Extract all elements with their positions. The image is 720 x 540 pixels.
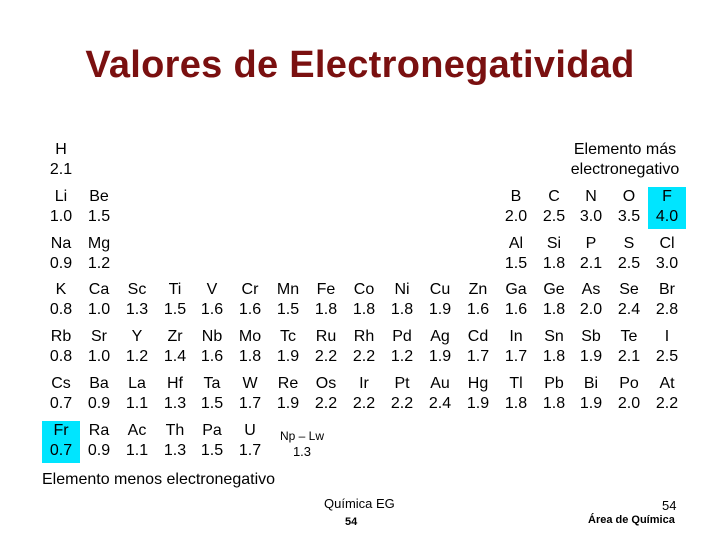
element-cell-hg	[459, 374, 497, 416]
element-symbol: Nb	[201, 328, 223, 345]
electronegativity-value: 1.4	[163, 348, 187, 365]
electronegativity-value: 2.5	[542, 208, 566, 225]
element-cell-cd	[459, 327, 497, 369]
element-symbol: As	[581, 281, 601, 298]
element-cell-h	[42, 140, 80, 182]
element-cell-si	[535, 234, 573, 276]
electronegativity-value: 0.7	[49, 442, 73, 459]
element-symbol: Cs	[51, 375, 71, 392]
electronegativity-value: 1.8	[542, 348, 566, 365]
element-cell-pt	[383, 374, 421, 416]
element-cell-rb	[42, 327, 80, 369]
electronegativity-value: 1.5	[504, 255, 528, 272]
element-symbol: Pd	[392, 328, 412, 345]
element-symbol: Na	[50, 235, 72, 252]
electronegativity-value: 0.9	[87, 395, 111, 412]
element-symbol: P	[585, 235, 597, 252]
electronegativity-value: 1.7	[238, 395, 262, 412]
element-cell-fe	[307, 280, 345, 322]
element-symbol: W	[242, 375, 258, 392]
element-cell-sc	[118, 280, 156, 322]
element-symbol: Ga	[505, 281, 527, 298]
element-cell-mn	[269, 280, 307, 322]
element-symbol: B	[510, 188, 522, 205]
electronegativity-value: 0.9	[49, 255, 73, 272]
electronegativity-value: 2.1	[617, 348, 641, 365]
electronegativity-value: 2.0	[579, 301, 603, 318]
element-cell-as	[572, 280, 610, 322]
element-symbol: Pb	[544, 375, 564, 392]
electronegativity-value: 2.8	[655, 301, 679, 318]
electronegativity-value: 3.5	[617, 208, 641, 225]
electronegativity-value: 1.5	[200, 395, 224, 412]
most-electronegative-label: Elemento más electronegativo	[570, 141, 680, 178]
electronegativity-value: 1.3	[163, 395, 187, 412]
element-cell-al	[497, 234, 535, 276]
element-symbol: Cl	[659, 235, 675, 252]
electronegativity-value: 4.0	[655, 208, 679, 225]
element-cell-ti	[156, 280, 194, 322]
element-cell-cl	[648, 234, 686, 276]
element-symbol: Zn	[468, 281, 488, 298]
element-symbol: Re	[277, 375, 299, 392]
element-cell-ge	[535, 280, 573, 322]
electronegativity-value: 1.3	[163, 442, 187, 459]
electronegativity-value: 2.0	[504, 208, 528, 225]
element-cell-y	[118, 327, 156, 369]
element-cell-ba	[80, 374, 118, 416]
element-symbol: Th	[165, 422, 185, 439]
electronegativity-value: 2.1	[579, 255, 603, 272]
element-symbol: Si	[546, 235, 562, 252]
element-symbol: Li	[54, 188, 68, 205]
footer-course: Química EG	[324, 496, 395, 511]
element-cell-pd	[383, 327, 421, 369]
electronegativity-value: 2.5	[617, 255, 641, 272]
element-cell-te	[610, 327, 648, 369]
element-symbol: Au	[430, 375, 450, 392]
electronegativity-value: 2.2	[314, 395, 338, 412]
element-cell-pa	[193, 421, 231, 463]
element-symbol: C	[548, 188, 560, 205]
electronegativity-value: 1.8	[352, 301, 376, 318]
element-cell-mg	[80, 234, 118, 276]
element-symbol: In	[509, 328, 523, 345]
least-electronegative-label: Elemento menos electronegativo	[42, 471, 276, 488]
element-symbol: O	[622, 188, 636, 205]
element-symbol: Sc	[127, 281, 147, 298]
element-symbol: Rb	[50, 328, 72, 345]
footer-area-label: Área de Química	[588, 514, 675, 526]
element-cell-k	[42, 280, 80, 322]
element-symbol: Be	[89, 188, 109, 205]
actinide-range-value: 1.3	[292, 444, 312, 459]
element-cell-at	[648, 374, 686, 416]
electronegativity-value: 1.9	[276, 348, 300, 365]
actinide-range-symbol: Np – Lw	[279, 429, 325, 443]
element-cell-zn	[459, 280, 497, 322]
electronegativity-value: 1.6	[504, 301, 528, 318]
element-symbol: Ac	[127, 422, 147, 439]
element-symbol: Ir	[359, 375, 369, 392]
element-symbol: Ti	[168, 281, 182, 298]
electronegativity-value: 1.2	[87, 255, 111, 272]
electronegativity-value: 1.9	[428, 301, 452, 318]
electronegativity-value: 1.8	[390, 301, 414, 318]
element-symbol: Zr	[167, 328, 183, 345]
element-cell-hf	[156, 374, 194, 416]
element-symbol: Cu	[429, 281, 451, 298]
element-symbol: Hg	[467, 375, 489, 392]
element-cell-cs	[42, 374, 80, 416]
electronegativity-value: 1.1	[125, 395, 149, 412]
element-cell-ca	[80, 280, 118, 322]
element-cell-th	[156, 421, 194, 463]
element-cell-cu	[421, 280, 459, 322]
element-cell-f	[648, 187, 686, 229]
electronegativity-value: 1.2	[125, 348, 149, 365]
element-symbol: Rh	[353, 328, 375, 345]
element-cell-in	[497, 327, 535, 369]
element-symbol: I	[664, 328, 670, 345]
electronegativity-value: 1.5	[87, 208, 111, 225]
footer-page-number-small: 54	[345, 516, 358, 528]
element-cell-zr	[156, 327, 194, 369]
element-symbol: Y	[131, 328, 143, 345]
element-symbol: Po	[619, 375, 639, 392]
element-cell-ru	[307, 327, 345, 369]
electronegativity-value: 1.5	[200, 442, 224, 459]
element-symbol: Ni	[394, 281, 410, 298]
element-cell-rh	[345, 327, 383, 369]
electronegativity-value: 1.6	[466, 301, 490, 318]
element-cell-cr	[231, 280, 269, 322]
element-cell-o	[610, 187, 648, 229]
electronegativity-value: 1.9	[428, 348, 452, 365]
element-cell-i	[648, 327, 686, 369]
element-symbol: Sr	[91, 328, 107, 345]
electronegativity-value: 1.8	[542, 301, 566, 318]
electronegativity-value: 0.8	[49, 348, 73, 365]
element-cell-os	[307, 374, 345, 416]
electronegativity-value: 3.0	[579, 208, 603, 225]
electronegativity-value: 1.9	[579, 348, 603, 365]
electronegativity-value: 1.8	[314, 301, 338, 318]
element-cell-re	[269, 374, 307, 416]
element-cell-ac	[118, 421, 156, 463]
electronegativity-value: 1.7	[238, 442, 262, 459]
electronegativity-value: 2.2	[352, 395, 376, 412]
electronegativity-value: 1.7	[466, 348, 490, 365]
element-symbol: F	[662, 188, 672, 205]
electronegativity-value: 1.6	[200, 348, 224, 365]
element-cell-tl	[497, 374, 535, 416]
electronegativity-value: 1.9	[466, 395, 490, 412]
element-cell-p	[572, 234, 610, 276]
element-symbol: Tc	[280, 328, 296, 345]
electronegativity-value: 2.2	[390, 395, 414, 412]
element-symbol: V	[206, 281, 218, 298]
element-symbol: Cr	[241, 281, 259, 298]
electronegativity-value: 2.5	[655, 348, 679, 365]
element-cell-au	[421, 374, 459, 416]
electronegativity-value: 1.8	[542, 395, 566, 412]
electronegativity-value: 2.4	[428, 395, 452, 412]
element-symbol: Ca	[88, 281, 110, 298]
element-cell-ga	[497, 280, 535, 322]
element-cell-v	[193, 280, 231, 322]
element-cell-pb	[535, 374, 573, 416]
element-symbol: Os	[315, 375, 337, 392]
element-cell-se	[610, 280, 648, 322]
element-cell-br	[648, 280, 686, 322]
element-cell-be	[80, 187, 118, 229]
element-cell-b	[497, 187, 535, 229]
element-cell-co	[345, 280, 383, 322]
electronegativity-value: 0.7	[49, 395, 73, 412]
element-cell-sr	[80, 327, 118, 369]
footer-page-number: 54	[662, 498, 677, 513]
element-cell-ta	[193, 374, 231, 416]
electronegativity-value: 2.2	[352, 348, 376, 365]
element-symbol: Bi	[583, 375, 599, 392]
element-symbol: Br	[659, 281, 675, 298]
element-symbol: At	[659, 375, 675, 392]
electronegativity-value: 1.8	[542, 255, 566, 272]
element-symbol: Ru	[315, 328, 337, 345]
element-symbol: Sn	[544, 328, 564, 345]
element-symbol: Fe	[316, 281, 336, 298]
electronegativity-value: 1.0	[87, 301, 111, 318]
element-cell-tc	[269, 327, 307, 369]
element-symbol: Ra	[88, 422, 110, 439]
element-symbol: La	[128, 375, 146, 392]
electronegativity-value: 1.0	[49, 208, 73, 225]
element-cell-w	[231, 374, 269, 416]
electronegativity-value: 2.1	[49, 161, 73, 178]
element-cell-nb	[193, 327, 231, 369]
element-cell-po	[610, 374, 648, 416]
electronegativity-value: 1.6	[238, 301, 262, 318]
element-cell-bi	[572, 374, 610, 416]
element-cell-sb	[572, 327, 610, 369]
electronegativity-value: 1.8	[238, 348, 262, 365]
element-cell-mo	[231, 327, 269, 369]
electronegativity-value: 1.6	[200, 301, 224, 318]
electronegativity-value: 1.9	[579, 395, 603, 412]
element-symbol: Ag	[430, 328, 450, 345]
element-symbol: Pa	[202, 422, 222, 439]
element-symbol: S	[623, 235, 635, 252]
element-symbol: Pt	[394, 375, 410, 392]
element-symbol: Mg	[87, 235, 111, 252]
electronegativity-value: 0.9	[87, 442, 111, 459]
element-symbol: Al	[508, 235, 524, 252]
element-cell-u	[231, 421, 269, 463]
element-symbol: Cd	[467, 328, 489, 345]
element-cell-s	[610, 234, 648, 276]
electronegativity-value: 2.0	[617, 395, 641, 412]
element-cell-na	[42, 234, 80, 276]
electronegativity-value: 2.4	[617, 301, 641, 318]
electronegativity-value: 0.8	[49, 301, 73, 318]
electronegativity-value: 1.5	[276, 301, 300, 318]
element-cell-li	[42, 187, 80, 229]
element-symbol: Mo	[238, 328, 262, 345]
element-cell-sn	[535, 327, 573, 369]
electronegativity-value: 2.2	[314, 348, 338, 365]
element-cell-ag	[421, 327, 459, 369]
element-cell-ra	[80, 421, 118, 463]
electronegativity-value: 1.1	[125, 442, 149, 459]
element-symbol: Sb	[581, 328, 601, 345]
element-symbol: Hf	[167, 375, 183, 392]
element-cell-fr	[42, 421, 80, 463]
element-symbol: N	[585, 188, 597, 205]
electronegativity-value: 1.7	[504, 348, 528, 365]
element-symbol: Se	[619, 281, 639, 298]
electronegativity-value: 1.3	[125, 301, 149, 318]
electronegativity-value: 1.8	[504, 395, 528, 412]
element-cell-n	[572, 187, 610, 229]
element-symbol: Mn	[276, 281, 300, 298]
element-cell-la	[118, 374, 156, 416]
electronegativity-value: 2.2	[655, 395, 679, 412]
electronegativity-value: 1.2	[390, 348, 414, 365]
element-symbol: K	[55, 281, 67, 298]
element-symbol: Ta	[203, 375, 221, 392]
electronegativity-value: 1.0	[87, 348, 111, 365]
element-symbol: Ba	[89, 375, 109, 392]
slide-title: Valores de Electronegatividad	[85, 44, 635, 86]
element-cell-ir	[345, 374, 383, 416]
element-symbol: Ge	[543, 281, 565, 298]
element-symbol: Co	[353, 281, 375, 298]
element-cell-c	[535, 187, 573, 229]
element-symbol: Fr	[53, 422, 69, 439]
element-cell-ni	[383, 280, 421, 322]
electronegativity-value: 1.5	[163, 301, 187, 318]
electronegativity-value: 3.0	[655, 255, 679, 272]
element-symbol: Tl	[509, 375, 523, 392]
element-symbol: H	[55, 141, 67, 158]
element-symbol: U	[244, 422, 256, 439]
electronegativity-value: 1.9	[276, 395, 300, 412]
actinide-range-note	[274, 428, 330, 460]
element-symbol: Te	[620, 328, 638, 345]
